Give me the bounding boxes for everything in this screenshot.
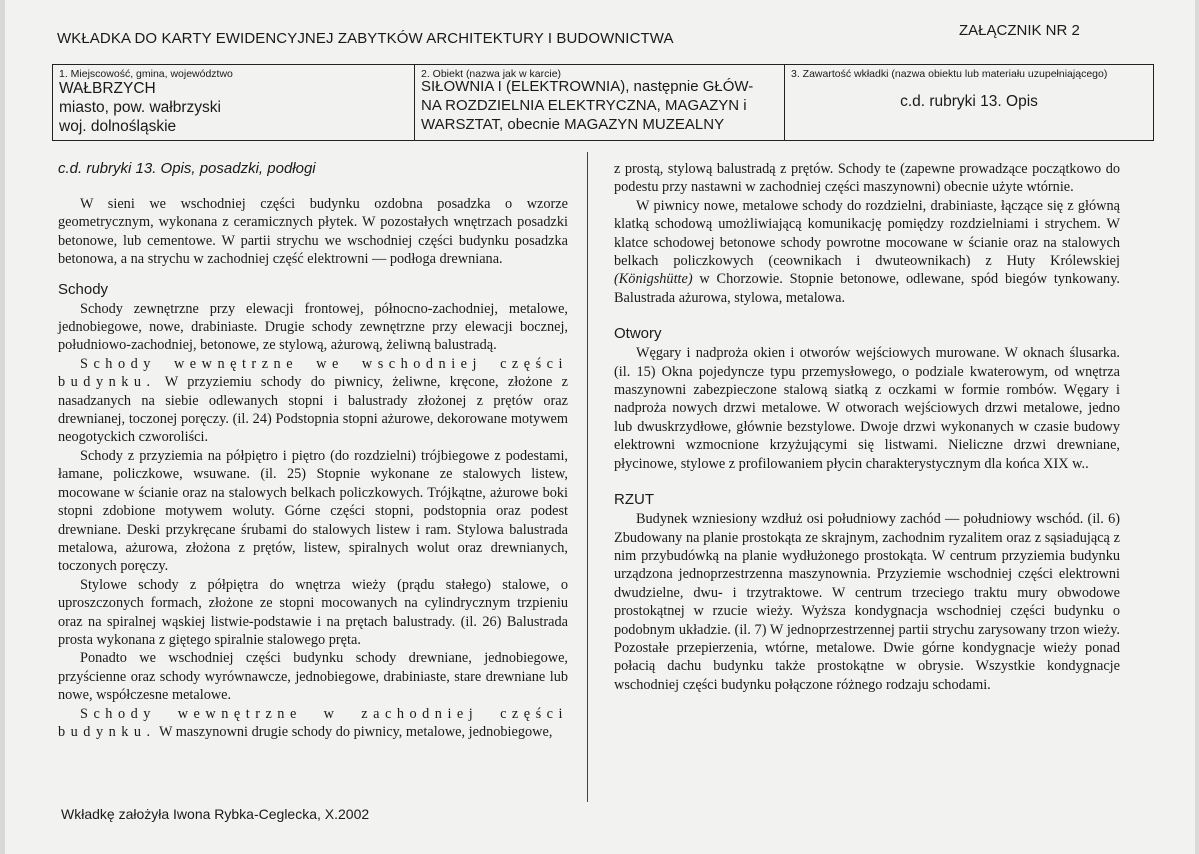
- object-cell: [414, 65, 784, 140]
- paragraph-text: w Chorzowie. Stopnie betonowe, odlewane, spód biegów tynkowany. Balustrada ażurowa, stylowa, metalowa.: [614, 271, 1120, 306]
- content-cell: [784, 65, 1153, 140]
- column-divider: [587, 152, 588, 802]
- object-line: NA ROZDZIELNIA ELEKTRYCZNA, MAGAZYN i: [421, 97, 747, 114]
- paragraph-text: W piwnicy nowe, metalowe schody do rozdzielni, drabiniaste, łączące się z główną klatką schodową umożliwiającą komunikację pomiędzy rozdzielniami i strychem. W klatce schodowej betonowe schody powrotne mocowane w ścianie oraz na stalowych belkach policzkowych (ceownikach i dwuteownikach) z Huty Królewskiej: [614, 197, 1120, 270]
- location-line: WAŁBRZYCH: [59, 80, 156, 97]
- object-value: [421, 77, 753, 134]
- spaced-subheading: Schody wewnętrzne w zachodniej części budynku.: [58, 705, 568, 740]
- heading-plan: RZUT: [614, 491, 654, 509]
- right-column: [614, 160, 1120, 694]
- paragraph-stairs-ground: Schody z przyziemia na półpiętro i piętro (do rozdzielni) trójbiegowe z podestami, łamane, policzkowe, wsuwane. (il. 25) Stopnie wykonane ze stalowych listew, mocowane w ścianie oraz na stalowych belkach policzkowych. Trójkątne, ażurowe boki stopni zdobione motywem woluty. Górne części stopni, podstopnia oraz podest drewniane. Deski przykręcane śrubami do stalowych listew i ram. Stylowa balustrada metalowa, ażurowa, złożona z prętów, listew, spiralnych wolut oraz drewnianych, toczonych poręczy.: [58, 447, 568, 575]
- attachment-number: ZAŁĄCZNIK NR 2: [959, 22, 1080, 39]
- object-caption: 2. Obiekt (nazwa jak w karcie): [421, 68, 562, 80]
- paragraph-plan: Budynek wzniesiony wzdłuż osi południowy zachód — południowy wschód. (il. 6) Zbudowany na planie prostokąta ze skrajnym, zachodnim ryzalitem oraz z sąsiadującą z nim przybudówką na planie wydłużonego prostokąta. W centrum przyziemia budynku urządzona jednoprzestrzenna maszynownia. Przyziemie wschodniej części elektrowni dwudzielne, dwu- i trzytraktowe. W centrum trzeciego traktu mury obwodowe prostokątnej w rzucie wieży. Wyższa kondygnacja wschodniej części budynku o podobnym układzie. (il. 7) W jednoprzestrzennej partii strychu zarysowany trzon wieży. Pozostałe przepierzenia, wtórne, metalowe. Dwie górne kondygnacje wieży ponad połacią dachu budynku także prostokątne w obrysie. Wszystkie kondygnacje wschodniej części budynku połączone różnego rodzaju schodami.: [614, 511, 1120, 693]
- spaced-subheading: Schody wewnętrzne we wschodniej części budynku.: [58, 355, 568, 391]
- paragraph-stairs-exterior: Schody zewnętrzne przy elewacji frontowej, północno-zachodniej, metalowe, jednobiegowe, nowe, drabiniaste. Drugie schody zewnętrzne przy elewacji bocznej, południowo-zachodniej, betonowe, ze stylową, ażurową, żeliwną balustradą.: [58, 300, 568, 354]
- paragraph-basement-stairs: [614, 197, 1120, 307]
- paragraph-text: W maszynowni drugie schody do piwnicy, metalowe, jednobiegowe,: [155, 723, 553, 740]
- content-value: c.d. rubryki 13. Opis: [900, 93, 1038, 110]
- scan-edge-left: [0, 0, 5, 854]
- paragraph-stairs-tower: Stylowe schody z półpiętra do wnętrza wieży (prądu stałego) stalowe, o uproszczonych formach, złożone ze stopni mocowanych na cylindrycznym trzpieniu oraz na spiralnej wąskiej listwie-podstawie i na prętach balustrady. (il. 26) Balustrada prosta wykonana z giętego spiralnie stalowego pręta.: [58, 576, 568, 648]
- paragraph-floors: W sieni we wschodniej części budynku ozdobna posadzka o wzorze geometrycznym, wykonana z ceramicznych płytek. W pozostałych wnętrzach posadzki betonowe, lub cementowe. W partii strychu we wschodniej części budynku posadzka betonowa, a na strychu w zachodniej część elektrowni — podłoga drewniana.: [58, 196, 568, 268]
- header-table: [52, 64, 1154, 141]
- location-value: [59, 79, 221, 136]
- location-caption: 1. Miejscowość, gmina, województwo: [59, 68, 233, 80]
- author-footer: Wkładkę założyła Iwona Rybka-Ceglecka, X.2002: [61, 806, 370, 822]
- heading-stairs: Schody: [58, 280, 109, 298]
- content-caption: 3. Zawartość wkładki (nazwa obiektu lub materiału uzupełniającego): [791, 68, 1108, 80]
- paragraph-stairs-west: [58, 705, 568, 742]
- location-line: miasto, pow. wałbrzyski: [59, 99, 221, 116]
- heading-openings: Otwory: [614, 325, 662, 343]
- left-column: [58, 160, 568, 741]
- foundry-name: (Königshütte): [614, 271, 693, 288]
- paragraph-stairs-east: [58, 355, 568, 447]
- paragraph-text: W przyziemiu schody do piwnicy, żeliwne, kręcone, złożone z nasadzanych na siebie odlewanych stopni i balustrady złożonej z prętów oraz drewnianej, toczonej poręczy. (il. 24) Podstopnia stopni ażurowe, dekorowane motywem neogotyckich czworoliści.: [58, 374, 568, 446]
- location-line: woj. dolnośląskie: [59, 118, 177, 135]
- form-title: WKŁADKA DO KARTY EWIDENCYJNEJ ZABYTKÓW ARCHITEKTURY I BUDOWNICTWA: [57, 30, 674, 47]
- paragraph-continuation: z prostą, stylową balustradą z prętów. Schody te (zapewne prowadzące początkowo do podestu przy nastawni w zachodniej części maszynowni) obecnie użyte wtórnie.: [614, 161, 1120, 196]
- location-cell: [53, 65, 414, 140]
- paragraph-stairs-other: Ponadto we wschodniej części budynku schody drewniane, jednobiegowe, przyścienne oraz schody wyrównawcze, jednobiegowe, drabiniaste, stare drewniane lub nowe, współczesne metalowe.: [58, 650, 568, 704]
- paragraph-openings: Węgary i nadproża okien i otworów wejściowych murowane. W oknach ślusarka. (il. 15) Okna pojedyncze typu przemysłowego, o podziale kwaterowym, od wnętrza maszynowni zabezpieczone stalową siatką z oczkami w formie rombów. Węgary i nadproża nowych drzwi metalowe. W otworach wejściowych drzwi metalowe, jedno lub dwuskrzydłowe, głównie bezstylowe. Dwoje drzwi wykonanych w czasie budowy elektrowni wzmocnione krzyżującymi się listwami. Nieliczne drzwi drewniane, płycinowe, stylowe z profilowaniem płycin charakterystycznym dla końca XIX w..: [614, 345, 1120, 472]
- scan-edge-right: [1195, 0, 1199, 854]
- object-line: SIŁOWNIA I (ELEKTROWNIA), następnie GŁÓW-: [421, 78, 754, 95]
- section-lead: c.d. rubryki 13. Opis, posadzki, podłogi: [58, 160, 316, 177]
- object-line: WARSZTAT, obecnie MAGAZYN MUZEALNY: [421, 116, 725, 133]
